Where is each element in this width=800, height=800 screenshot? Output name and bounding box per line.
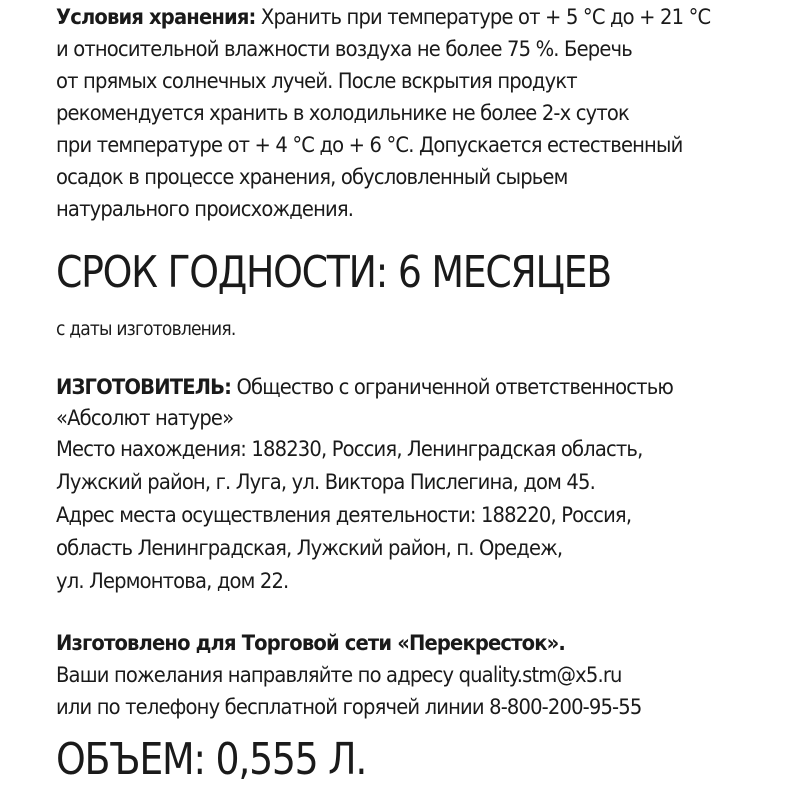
storage-text: Хранить при температуре от + 5 °С до + 21 °С: [260, 5, 711, 29]
retailer-phone-line: или по телефону бесплатной горячей линии 8-800-200-95-55: [56, 695, 642, 719]
storage-line-6: осадок в процессе хранения, обусловленный сырьем: [56, 165, 568, 189]
volume-title: ОБЪЕМ: 0,555 Л.: [56, 734, 367, 785]
manufacturer-company-name: «Абсолют натуре»: [56, 406, 234, 430]
storage-line-2: и относительной влажности воздуха не более 75 %. Беречь: [56, 37, 632, 61]
storage-line-3: от прямых солнечных лучей. После вскрытия продукт: [56, 69, 577, 93]
shelf-life-title: СРОК ГОДНОСТИ: 6 МЕСЯЦЕВ: [56, 247, 611, 298]
manufacturer-location-line-2: Лужский район, г. Луга, ул. Виктора Пислегина, дом 45.: [56, 470, 595, 494]
manufacturer-location-line-1: Место нахождения: 188230, Россия, Ленинградская область,: [56, 437, 643, 461]
retailer-email-line: Ваши пожелания направляйте по адресу quality.stm@x5.ru: [56, 663, 622, 687]
shelf-life-subtitle: с даты изготовления.: [56, 318, 236, 340]
storage-line-4: рекомендуется хранить в холодильнике не более 2-х суток: [56, 101, 629, 125]
storage-line-5: при температуре от + 4 °С до + 6 °С. Допускается естественный: [56, 133, 683, 157]
manufacturer-heading: ИЗГОТОВИТЕЛЬ:: [56, 375, 232, 399]
manufacturer-activity-line-2: область Ленинградская, Лужский район, п. Оредеж,: [56, 536, 563, 560]
manufacturer-company-type: Общество с ограниченной ответственностью: [236, 375, 673, 399]
storage-line-7: натурального происхождения.: [56, 197, 354, 221]
manufacturer-activity-line-1: Адрес места осуществления деятельности: 188220, Россия,: [56, 503, 632, 527]
storage-line-1: [56, 2, 710, 32]
storage-heading: Условия хранения:: [56, 5, 256, 29]
manufacturer-line-1: [56, 372, 673, 402]
retailer-heading: Изготовлено для Торговой сети «Перекресток».: [56, 631, 566, 655]
manufacturer-activity-line-3: ул. Лермонтова, дом 22.: [56, 569, 289, 593]
